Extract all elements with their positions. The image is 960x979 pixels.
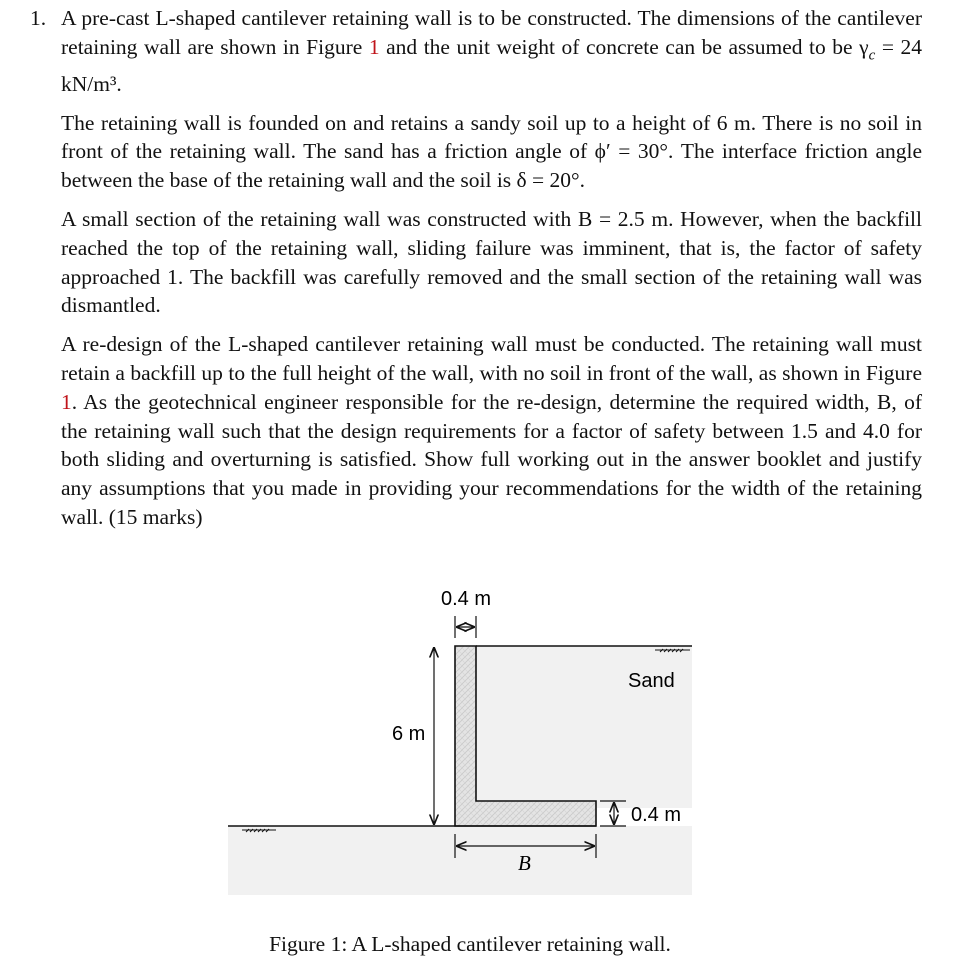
question-number: 1. [30, 6, 47, 30]
para4-text-a: A re-design of the L-shaped cantilever retaining wall must be conducted. The retaining wall must retain a backfill up to the full height of the wall, with no soil in front of the wall, as shown in Figure [61, 332, 922, 386]
figure-reference[interactable]: 1 [61, 389, 72, 414]
stem-width-label: 0.4 m [441, 588, 492, 610]
question-1 [30, 4, 922, 532]
sand-label: Sand [628, 670, 675, 692]
base-thickness-label: 0.4 m [631, 804, 682, 826]
foundation-soil [228, 826, 692, 895]
figure-reference[interactable]: 1 [368, 34, 380, 59]
base-width-label: B [518, 851, 531, 875]
para4-text-b: . As the geotechnical engineer responsible for the re-design, determine the required width, B, of the retaining wall such that the design requirements for a factor of safety between 1.5 and 4.0 for both sliding and overturning is satisfied. Show full working out in the answer booklet and justify any assumptions that you made in providing your recommendations for the width of the retaining wall. (15 marks) [61, 389, 922, 530]
paragraph-3: A small section of the retaining wall was constructed with B = 2.5 m. However, when the backfill reached the top of the retaining wall, sliding failure was imminent, that is, the factor of safety approached 1. The backfill was carefully removed and the small section of the retaining wall was dismantled. [61, 207, 922, 318]
height-label: 6 m [392, 723, 426, 745]
para1-text-a: A pre-cast L-shaped cantilever retaining wall is to be constructed. The dimensions of the cantilever retaining wall are shown in Figure [61, 6, 922, 59]
paragraph-1 [61, 4, 922, 99]
paragraph-2: The retaining wall is founded on and retains a sandy soil up to a height of 6 m. There is no soil in front of the retaining wall. The sand has a friction angle of ϕ′ = 30°. The interface friction angle between the base of the retaining wall and the soil is δ = 20°. [61, 110, 922, 193]
retaining-wall-figure [0, 570, 960, 979]
para1-text-b: and the unit weight of concrete can be assumed to be γ [379, 34, 869, 59]
para1-text-c: = 24 kN/m³. [61, 34, 922, 96]
figure-caption: Figure 1: A L-shaped cantilever retaining wall. [269, 932, 671, 956]
paragraph-4 [61, 330, 922, 532]
gamma-subscript: c [868, 47, 876, 64]
